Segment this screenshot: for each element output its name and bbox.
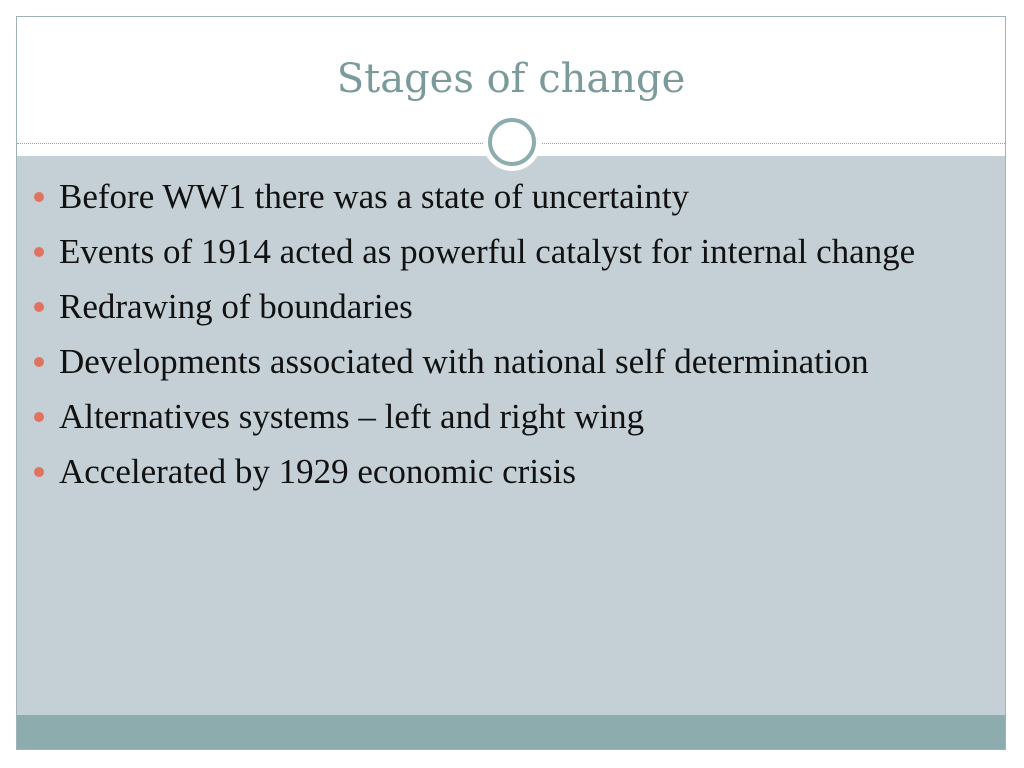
- bullet-dot-icon: [34, 247, 44, 257]
- bullet-list: [34, 174, 964, 504]
- bullet-text: Redrawing of boundaries: [59, 287, 413, 326]
- bullet-text: Alternatives systems – left and right wing: [59, 397, 645, 436]
- bullet-dot-icon: [34, 467, 44, 477]
- circle-ornament-icon: [483, 113, 541, 171]
- bullet-text: Before WW1 there was a state of uncertainty: [59, 177, 690, 216]
- bullet-text: Developments associated with national self determination: [59, 342, 869, 381]
- bullet-text: Accelerated by 1929 economic crisis: [59, 452, 577, 491]
- bullet-text: Events of 1914 acted as powerful catalyst for internal change: [59, 232, 916, 271]
- slide-title: Stages of change: [336, 56, 686, 102]
- bullet-item: [34, 174, 964, 219]
- ring-icon: [488, 118, 536, 166]
- bullet-dot-icon: [34, 412, 44, 422]
- bullet-item: [34, 394, 964, 439]
- footer-bar: [17, 715, 1005, 749]
- bullet-dot-icon: [34, 192, 44, 202]
- bullet-item: [34, 339, 964, 384]
- bullet-item: [34, 449, 964, 494]
- bullet-dot-icon: [34, 357, 44, 367]
- bullet-item: [34, 284, 964, 329]
- bullet-dot-icon: [34, 302, 44, 312]
- bullet-item: [34, 229, 964, 274]
